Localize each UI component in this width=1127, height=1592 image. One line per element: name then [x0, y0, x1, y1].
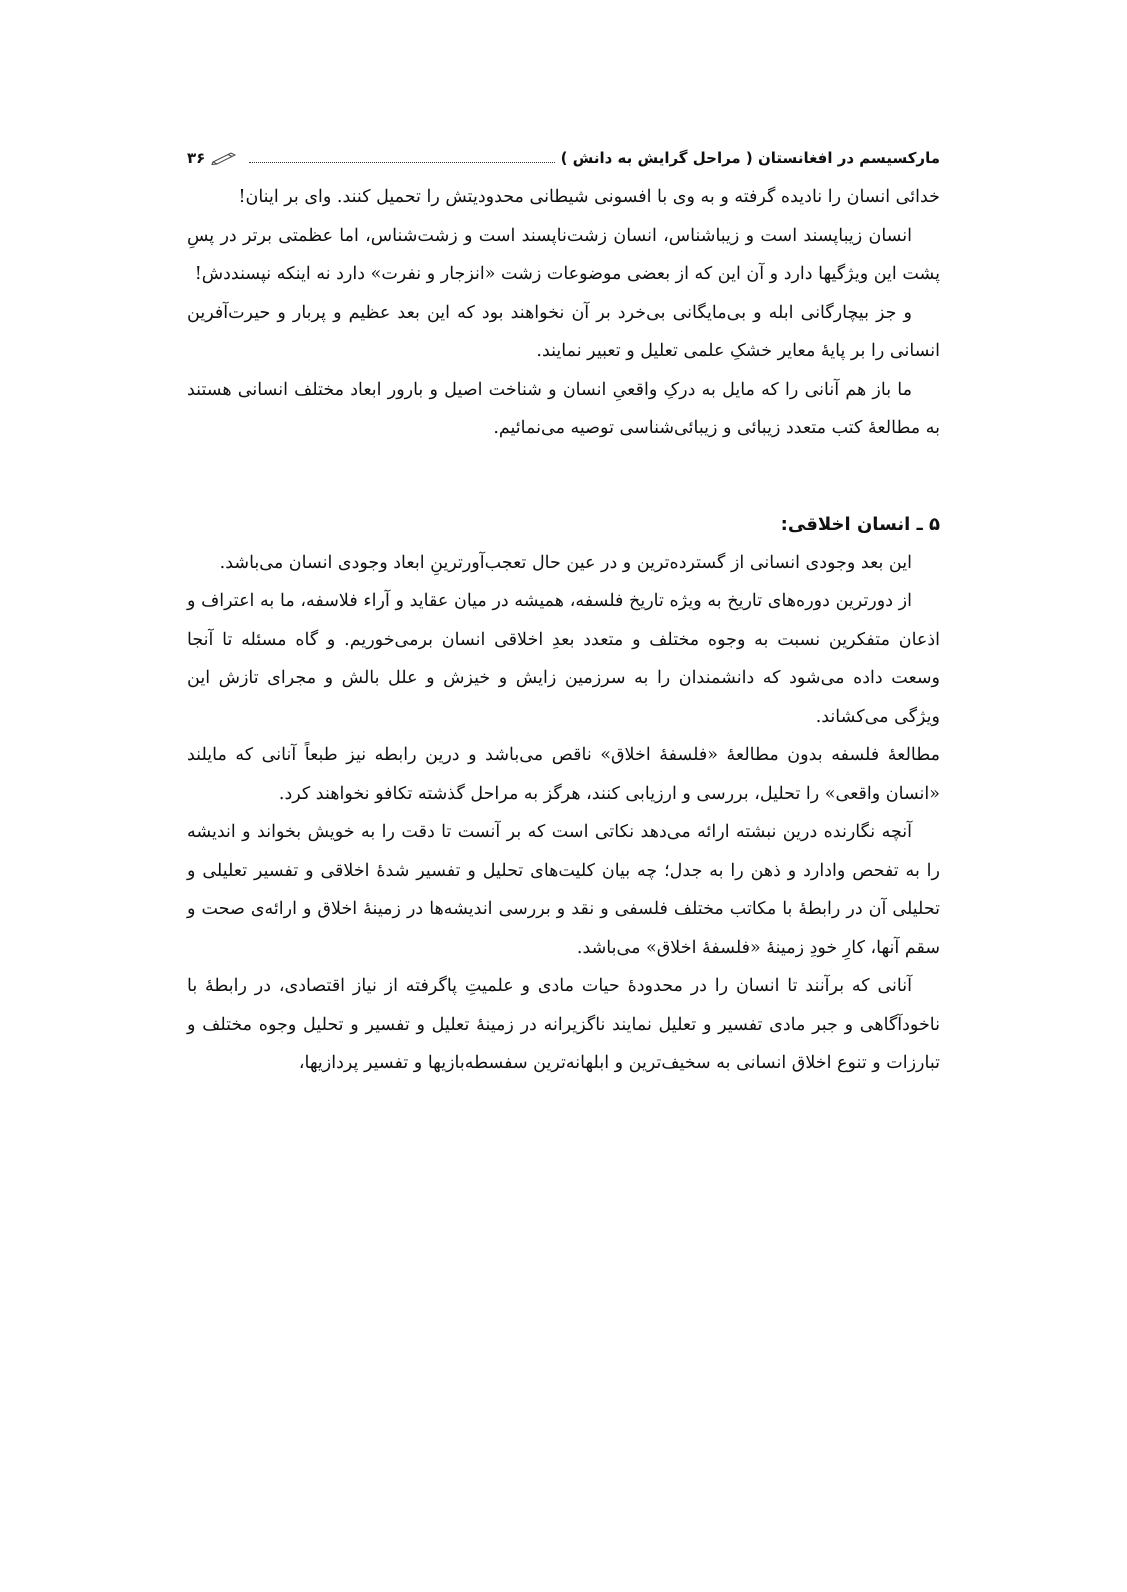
paragraph: و جز بیچارگانی ابله و بی‌مایگانی بی‌خرد بر آن نخواهند بود که این بعد عظیم و پربار و حیرت‌آفرین انسانی را بر پایهٔ معایر خشکِ علمی تعلیل و تعبیر نمایند. [187, 302, 940, 361]
paragraph: آنانی که برآنند تا انسان را در محدودهٔ حیات مادی و علمیتِ پاگرفته از نیاز اقتصادی، در رابطهٔ با ناخودآگاهی و جبر مادی تفسیر و تعلیل نمایند ناگزیرانه در زمینهٔ تعلیل و تفسیر و تحلیل وجوه مختلف و تبارزات و تنوع اخلاق انسانی به سخیف‌ترین و ابلهانه‌ترین سفسطه‌بازیها و تفسیر پردازیها، [187, 976, 940, 1073]
paragraph: خدائی انسان را نادیده گرفته و به وی با افسونی شیطانی محدودیتش را تحمیل کنند. وای بر اینان! [238, 187, 940, 207]
paragraph: از دورترین دوره‌های تاریخ به ویژه تاریخ فلسفه، همیشه در میان عقاید و آراء فلاسفه، ما به اعتراف و اذعان متفکرین نسبت به وجوه مختلف و متعدد بعدِ اخلاقی انسان برمی‌خوریم. و گاه مسئله تا آنجا وسعت داده می‌شود که دانشمندان را به سرزمین زایش و خیزش و علل بالش و مجرای تازش این ویژگی می‌کشاند. [187, 591, 940, 727]
paragraph: این بعد وجودی انسانی از گسترده‌ترین و در عین حال تعجب‌آورترینِ ابعاد وجودی انسان می‌باشد. [219, 552, 912, 573]
pen-icon [211, 151, 237, 165]
page-number: ۳۶ [187, 149, 206, 167]
section-heading: ۵ ـ انسان اخلاقی: [780, 513, 940, 535]
paragraph: انسان زیباپسند است و زیباشناس، انسان زشت‌ناپسند است و زشت‌شناس، اما عظمتی برتر در پسِ پشت این ویژگیها دارد و آن این که از بعضی موضوعات زشت «انزجار و نفرت» دارد نه اینکه نپسنددش! [187, 225, 940, 284]
page-header [187, 143, 940, 173]
leader-dots [249, 154, 554, 163]
body-text [187, 178, 940, 1083]
paragraph: ما باز هم آنانی را که مایل به درکِ واقعیِ انسان و شناخت اصیل و بارور ابعاد مختلف انسانی هستند به مطالعهٔ کتب متعدد زیبائی و زیبائی‌شناسی توصیه می‌نمائیم. [187, 379, 940, 438]
running-title: مارکسیسم در افغانستان ( مراحل گرایش به دانش ) [560, 149, 940, 167]
paragraph: مطالعهٔ فلسفه بدون مطالعهٔ «فلسفهٔ اخلاق» ناقص می‌باشد و درین رابطه نیز طبعاً آنانی که مایلند «انسان واقعی» را تحلیل، بررسی و ارزیابی کنند، هرگز به مراحل گذشته تکافو نخواهند کرد. [187, 745, 940, 804]
paragraph: آنچه نگارنده درین نبشته ارائه می‌دهد نکاتی است که بر آنست تا دقت را به خویش بخواند و اندیشه را به تفحص وادارد و ذهن را به جدل؛ چه بیان کلیت‌های تحلیل و تفسیر شدهٔ اخلاقی و تفسیر تعلیلی و تحلیلی آن در رابطهٔ با مکاتب مختلف فلسفی و نقد و بررسی اندیشه‌ها در زمینهٔ اخلاق و ارائه‌ی صحت و سقم آنها، کارِ خودِ زمینهٔ «فلسفهٔ اخلاق» می‌باشد. [187, 822, 940, 958]
